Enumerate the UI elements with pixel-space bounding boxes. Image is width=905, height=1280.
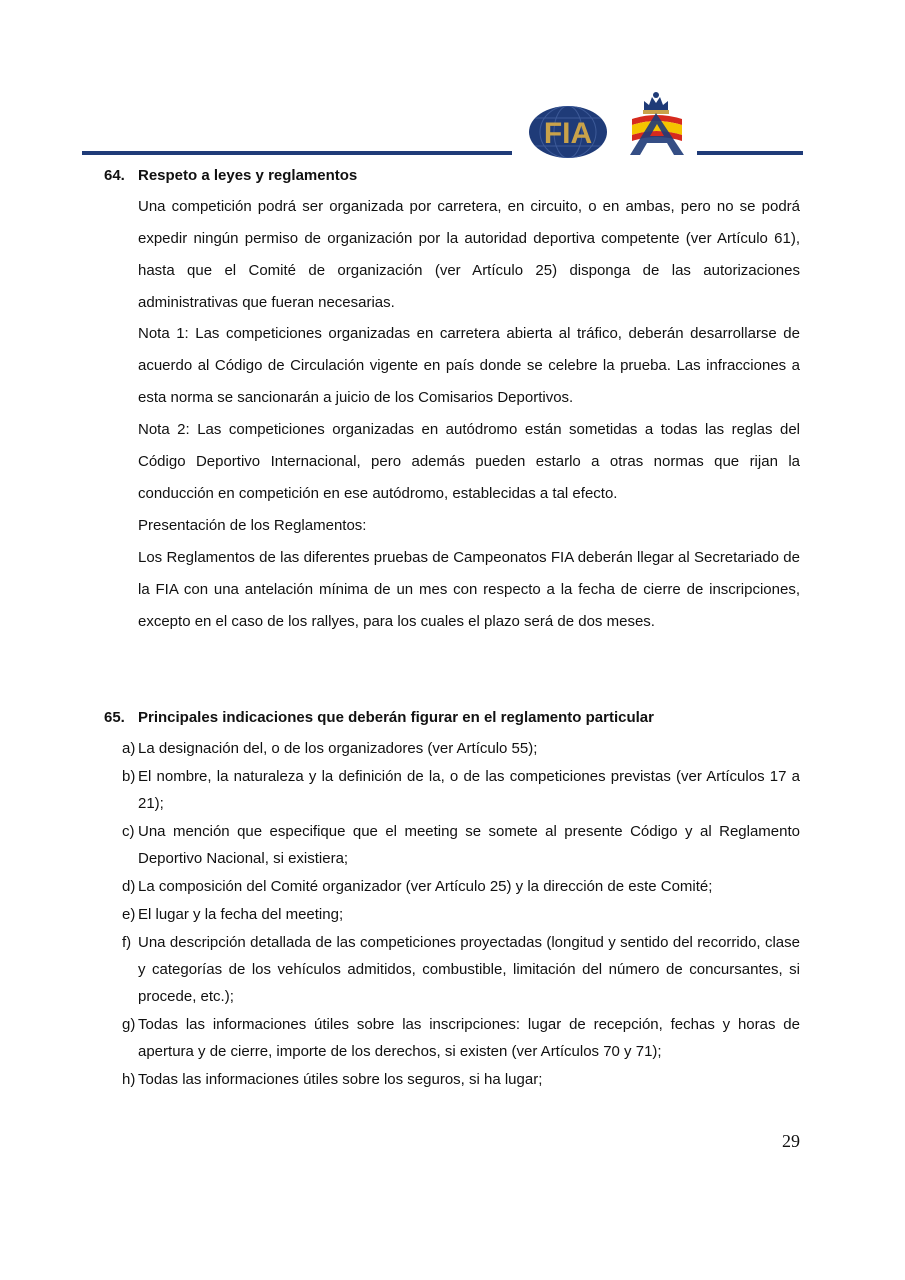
list-item-text: Una descripción detallada de las competiciones proyectadas (longitud y sentido del recorrido, clase y categorías de los vehículos admitidos, combustible, limitación del número de concursantes, si procede, etc.); xyxy=(138,934,800,1005)
list-item-label: h) xyxy=(122,1071,136,1088)
section-64-note-2: Nota 2: Las competiciones organizadas en autódromo están sometidas a todas las reglas del Código Deportivo Internacional, pero además pueden estarlo a otras normas que rijan la conducción en competición en ese autódromo, establecidas a tal efecto. xyxy=(138,421,800,502)
list-item-label: c) xyxy=(122,823,135,840)
section-65-number: 65. xyxy=(104,709,125,726)
list-item-text: Todas las informaciones útiles sobre los seguros, si ha lugar; xyxy=(138,1071,543,1088)
list-item xyxy=(122,1011,800,1065)
section-64-subheading: Presentación de los Reglamentos: xyxy=(138,517,367,534)
fia-logo xyxy=(527,104,609,160)
list-item-label: b) xyxy=(122,768,136,785)
list-item xyxy=(122,901,800,928)
section-64-regulations-paragraph: Los Reglamentos de las diferentes pruebas de Campeonatos FIA deberán llegar al Secretariado de la FIA con una antelación mínima de un mes con respecto a la fecha de cierre de inscripciones, excepto en el caso de los rallyes, para los cuales el plazo será de dos meses. xyxy=(138,549,800,630)
list-item xyxy=(122,873,800,900)
list-item-label: e) xyxy=(122,906,136,923)
list-item xyxy=(122,818,800,872)
section-64-number: 64. xyxy=(104,167,125,184)
section-64-note-1: Nota 1: Las competiciones organizadas en carretera abierta al tráfico, deberán desarrollarse de acuerdo al Código de Circulación vigente en país donde se celebre la prueba. Las infracciones a esta norma se sancionarán a juicio de los Comisarios Deportivos. xyxy=(138,325,800,406)
list-item-text: El lugar y la fecha del meeting; xyxy=(138,906,344,923)
section-65-heading xyxy=(104,708,654,728)
section-64-heading xyxy=(104,166,357,186)
page-number: 29 xyxy=(782,1131,800,1151)
header-rule-right xyxy=(697,151,803,155)
list-item xyxy=(122,735,800,762)
section-65-title: Principales indicaciones que deberán figurar en el reglamento particular xyxy=(138,709,654,726)
list-item-text: Una mención que especifique que el meeting se somete al presente Código y al Reglamento Deportivo Nacional, si existiera; xyxy=(138,823,800,867)
list-item xyxy=(122,763,800,817)
rfeda-logo xyxy=(626,89,688,157)
list-item-text: La designación del, o de los organizadores (ver Artículo 55); xyxy=(138,740,538,757)
section-64-title: Respeto a leyes y reglamentos xyxy=(138,167,358,184)
list-item-text: Todas las informaciones útiles sobre las inscripciones: lugar de recepción, fechas y horas de apertura y de cierre, importe de los derechos, si existen (ver Artículos 70 y 71); xyxy=(138,1016,800,1060)
list-item-label: a) xyxy=(122,740,136,757)
list-item-label: d) xyxy=(122,878,136,895)
list-item xyxy=(122,929,800,1010)
section-65-list xyxy=(122,735,800,1094)
header-rule-left xyxy=(82,151,512,155)
list-item xyxy=(122,1066,800,1093)
list-item-text: La composición del Comité organizador (ver Artículo 25) y la dirección de este Comité; xyxy=(138,878,713,895)
list-item-label: g) xyxy=(122,1016,136,1033)
fia-logo-text: FIA xyxy=(543,117,593,150)
crown-icon xyxy=(643,92,669,114)
section-64-paragraph: Una competición podrá ser organizada por carretera, en circuito, o en ambas, pero no se podrá expedir ningún permiso de organización por la autoridad deportiva competente (ver Artículo 61), hasta que el Comité de organización (ver Artículo 25) disponga de las autorizaciones administrativas que fueran necesarias. xyxy=(138,198,800,311)
list-item-label: f) xyxy=(122,934,132,951)
list-item-text: El nombre, la naturaleza y la definición de la, o de las competiciones previstas (ver Artículos 17 a 21); xyxy=(138,768,800,812)
